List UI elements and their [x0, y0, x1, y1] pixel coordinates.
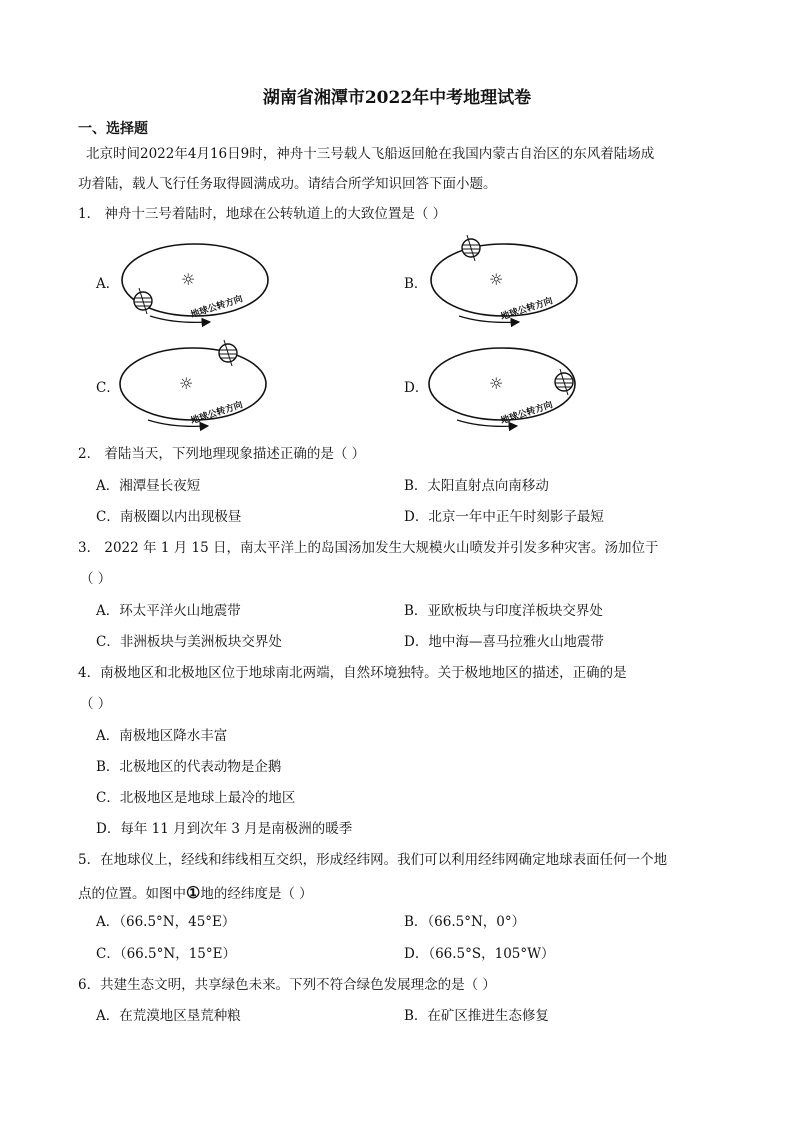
orbit-direction-label: 地球公转方向 — [189, 400, 245, 427]
q3-option-a: A．环太平洋火山地震带 — [96, 603, 241, 619]
q5-stem-line-2 — [78, 885, 313, 902]
q3-option-d: D．地中海—喜马拉雅火山地震带 — [404, 634, 604, 650]
q5-option-b: B．（66.5°N，0°） — [404, 914, 526, 930]
q4-stem-line-2: （ ） — [80, 696, 112, 712]
q4-option-d: D．每年 11 月到次年 3 月是南极洲的暖季 — [96, 821, 353, 837]
q1-diagram-a — [115, 238, 275, 338]
earth-globe — [555, 369, 573, 395]
orbit-ellipse — [431, 244, 577, 316]
q5-option-d: D．（66.5°S，105°W） — [404, 946, 555, 962]
earth-globe — [134, 288, 152, 314]
intro-line-2: 功着陆，载人飞行任务取得圆满成功。请结合所学知识回答下面小题。 — [78, 176, 497, 192]
q2-option-c: C．南极圈以内出现极昼 — [96, 509, 242, 525]
q3-stem-line-1: 3． 2022 年 1 月 15 日，南太平洋上的岛国汤加发生大规模火山喷发并引发多种灾害。汤加位于 — [78, 540, 659, 556]
q1-stem: 1． 神舟十三号着陆时，地球在公转轨道上的大致位置是（ ） — [78, 206, 447, 222]
q2-option-d: D．北京一年中正午时刻影子最短 — [404, 509, 604, 525]
intro-line-1: 北京时间2022年4月16日9时，神舟十三号载人飞船返回舱在我国内蒙古自治区的东风着陆场成 — [86, 146, 655, 162]
q3-stem-line-2: （ ） — [80, 571, 112, 587]
q4-option-a: A．南极地区降水丰富 — [96, 728, 228, 744]
q1-option-d-label: D． — [404, 380, 429, 396]
q6-stem: 6．共建生态文明，共享绿色未来。下列不符合绿色发展理念的是（ ） — [78, 977, 496, 993]
q4-stem-line-1: 4．南极地区和北极地区位于地球南北两端，自然环境独特。关于极地地区的描述，正确的是 — [78, 665, 627, 681]
earth-globe — [219, 340, 237, 366]
sun-icon: ☼ — [489, 374, 504, 393]
q3-option-c: C．非洲板块与美洲板块交界处 — [96, 634, 282, 650]
page-title: 湖南省湘潭市2022年中考地理试卷 — [262, 88, 532, 108]
orbit-direction-label: 地球公转方向 — [499, 400, 555, 427]
q5-option-c: C．（66.5°N，15°E） — [96, 946, 236, 962]
q4-option-b: B．北极地区的代表动物是企鹅 — [96, 759, 282, 775]
q1-option-a-label: A． — [96, 276, 120, 292]
earth-globe — [462, 235, 480, 261]
q1-option-c-label: C． — [96, 380, 120, 396]
section-heading: 一、选择题 — [78, 121, 148, 137]
q1-option-b-label: B． — [404, 276, 428, 292]
q4-option-c: C．北极地区是地球上最冷的地区 — [96, 790, 296, 806]
q2-option-a: A．湘潭昼长夜短 — [96, 478, 201, 494]
q5-stem-part-a: 点的位置。如图中 — [78, 886, 186, 902]
q5-stem-line-1: 5．在地球仪上，经线和纬线相互交织，形成经纬网。我们可以利用经纬网确定地球表面任何一个地 — [78, 852, 668, 868]
q5-stem-part-b: 地的经纬度是（ ） — [200, 886, 313, 902]
sun-icon: ☼ — [179, 374, 194, 393]
q2-option-b: B．太阳直射点向南移动 — [404, 478, 549, 494]
q6-option-a: A．在荒漠地区垦荒种粮 — [96, 1008, 241, 1024]
q5-option-a: A．（66.5°N，45°E） — [96, 914, 236, 930]
orbit-direction-label: 地球公转方向 — [189, 294, 245, 321]
orbit-direction-label: 地球公转方向 — [499, 296, 555, 323]
sun-icon: ☼ — [489, 270, 504, 289]
circled-number-one: ① — [186, 883, 201, 902]
q6-option-b: B．在矿区推进生态修复 — [404, 1008, 549, 1024]
q3-option-b: B．亚欧板块与印度洋板块交界处 — [404, 603, 603, 619]
sun-icon: ☼ — [181, 270, 196, 289]
q2-stem: 2． 着陆当天，下列地理现象描述正确的是（ ） — [78, 446, 366, 462]
